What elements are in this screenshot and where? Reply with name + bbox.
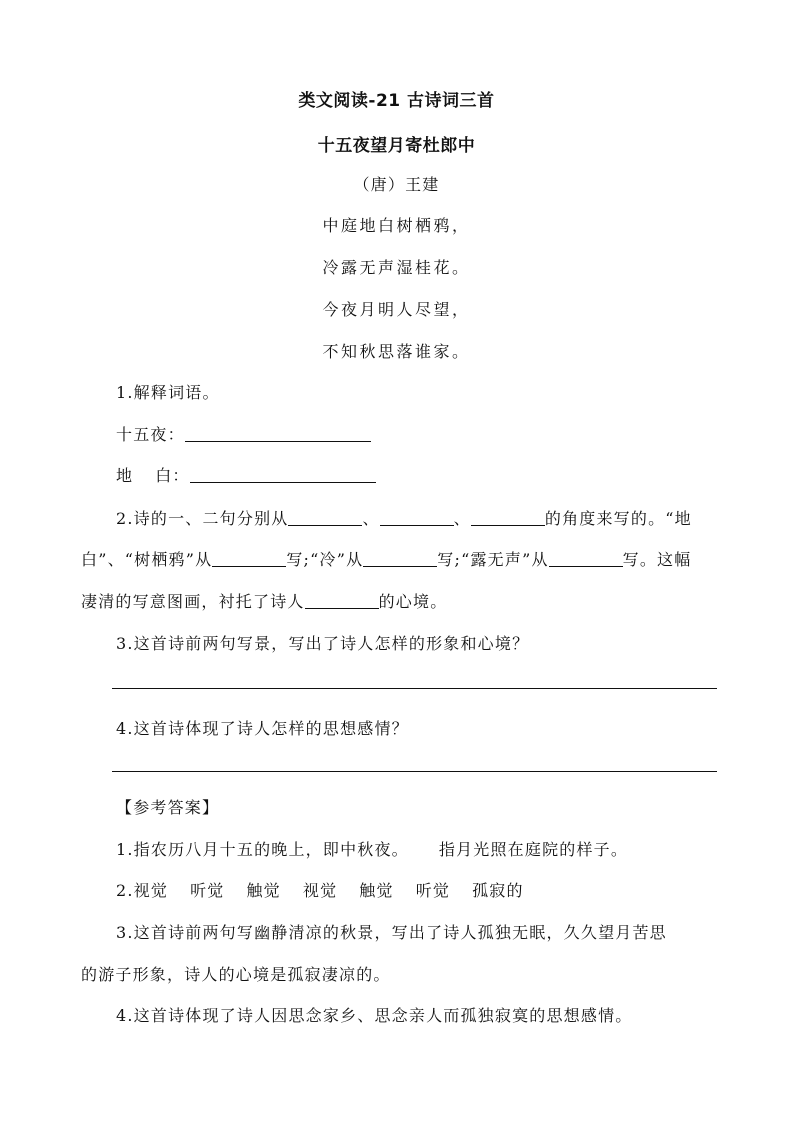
answer-blank[interactable] [185, 425, 371, 442]
answer-1 [116, 837, 628, 860]
answer-word: 视觉 [133, 881, 169, 900]
q2-text: 的角度来写的。“地 [544, 509, 692, 528]
poem-title: 十五夜望月寄杜郎中 [317, 136, 476, 156]
answer-blank[interactable] [190, 466, 376, 483]
answer-blank[interactable] [305, 592, 379, 609]
poem-line: 中庭地白树栖鸦， [322, 216, 471, 235]
q2-text: 写;“冷”从 [286, 550, 364, 569]
answer-text: 指月光照在庭院的样子。 [438, 840, 629, 859]
answer-blank[interactable] [363, 550, 437, 567]
term-label: 十五夜： [116, 425, 185, 444]
answer-3-line-1: 3.这首诗前两句写幽静清凉的秋景，写出了诗人孤独无眠，久久望月苦思 [116, 923, 667, 942]
answer-blank[interactable] [212, 550, 286, 567]
answer-blank[interactable] [549, 550, 623, 567]
q2-text: 写;“露无声”从 [437, 550, 549, 569]
q2-text: 、 [362, 509, 380, 528]
answer-word: 视觉 [302, 881, 338, 900]
answer-word: 听觉 [415, 881, 451, 900]
question-1-term-2 [116, 463, 376, 486]
poem-line: 今夜月明人尽望， [322, 300, 471, 319]
question-1-term-1 [116, 422, 371, 445]
poem-author: （唐）王建 [353, 175, 440, 194]
document-heading: 类文阅读-21 古诗词三首 [298, 91, 495, 111]
answer-blank[interactable] [471, 509, 545, 526]
q2-text: 凄清的写意图画，衬托了诗人 [81, 592, 305, 611]
answers-heading: 【参考答案】 [116, 798, 220, 817]
question-1-stem: 1.解释词语。 [116, 383, 220, 402]
answer-line[interactable] [112, 771, 717, 772]
q2-text: 白”、“树栖鸦”从 [81, 550, 213, 569]
poem-line: 冷露无声湿桂花。 [322, 258, 471, 277]
answer-4: 4.这首诗体现了诗人因思念家乡、思念亲人而孤独寂寞的思想感情。 [116, 1006, 633, 1025]
answer-word: 触觉 [246, 881, 281, 900]
q2-text: 2.诗的一、二句分别从 [116, 509, 289, 528]
answer-2 [116, 878, 524, 901]
answer-line[interactable] [112, 688, 717, 689]
answer-text: 1.指农历八月十五的晚上，即中秋夜。 [116, 840, 409, 859]
q2-text: 、 [453, 509, 471, 528]
poem-line: 不知秋思落谁家。 [322, 342, 471, 361]
term-label-part: 地 [116, 466, 134, 485]
answer-text: 2. [116, 881, 134, 900]
q2-text: 的心境。 [378, 592, 448, 611]
question-3-stem: 3.这首诗前两句写景，写出了诗人怎样的形象和心境？ [116, 634, 530, 653]
answer-3-line-2: 的游子形象，诗人的心境是孤寂凄凉的。 [81, 965, 391, 984]
answer-blank[interactable] [380, 509, 454, 526]
answer-word: 触觉 [359, 881, 394, 900]
question-2-line-3 [81, 589, 447, 612]
answer-blank[interactable] [288, 509, 362, 526]
q2-text: 写。这幅 [622, 550, 692, 569]
question-2-line-1 [116, 506, 692, 529]
answer-word: 孤寂的 [472, 881, 524, 900]
question-2-line-2 [81, 547, 691, 570]
term-label-part: 白： [155, 466, 190, 485]
question-4-stem: 4.这首诗体现了诗人怎样的思想感情？ [116, 719, 409, 738]
answer-word: 听觉 [190, 881, 225, 900]
